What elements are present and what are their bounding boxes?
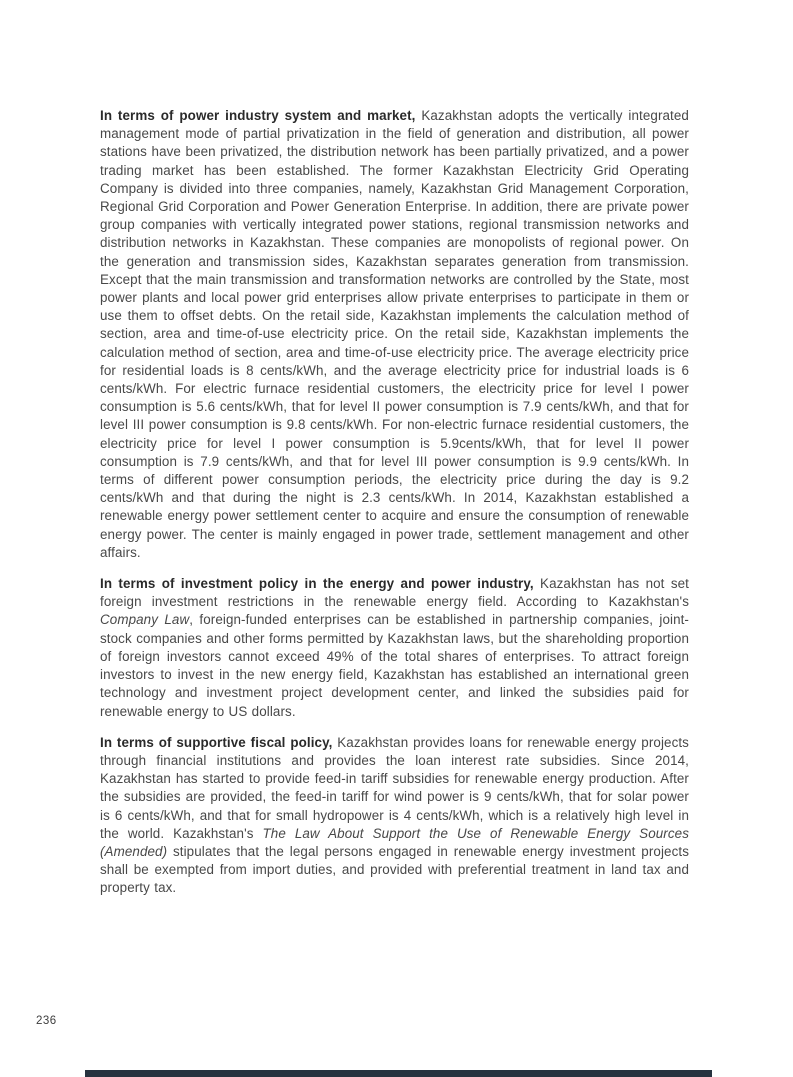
text-run-italic: Company Law	[100, 612, 190, 628]
paragraph-supportive-fiscal-policy	[100, 734, 689, 898]
paragraph-power-industry-system	[100, 107, 689, 562]
text-run-italic: The Law About Support the Use of Renewable Energy Sources (Amended)	[100, 825, 689, 859]
text-run-regular: Kazakhstan provides loans for renewable energy projects through financial institutions and provides the loan interest rate subsidies. Since 2014, Kazakhstan has started to provide feed-in tariff subsidies for renewable energy production. After the subsidies are provided, the feed-in tariff for wind power is 9 cents/kWh, that for solar power is 6 cents/kWh, and that for small hydropower is 4 cents/kWh, which is a relatively high level in the world. Kazakhstan's	[100, 734, 689, 841]
text-run-regular: Kazakhstan adopts the vertically integrated management mode of partial privatization in the field of generation and distribution, all power stations have been privatized, the distribution network has been partially privatized, and a power trading market has been established. The former Kazakhstan Electricity Grid Operating Company is divided into three companies, namely, Kazakhstan Grid Management Corporation, Regional Grid Corporation and Power Generation Enterprise. In addition, there are private power group companies with vertically integrated power stations, regional transmission networks and distribution networks in Kazakhstan. These companies are monopolists of regional power. On the generation and transmission sides, Kazakhstan separates generation from transmission. Except that the main transmission and transformation networks are controlled by the State, most power plants and local power grid enterprises allow private enterprises to participate in them or use them to offset debts. On the retail side, Kazakhstan implements the calculation method of section, area and time-of-use electricity price. On the retail side, Kazakhstan implements the calculation method of section, area and time-of-use electricity price. The average electricity price for residential loads is 8 cents/kWh, and the average electricity price for industrial loads is 6 cents/kWh. For electric furnace residential customers, the electricity price for level I power consumption is 5.6 cents/kWh, that for level II power consumption is 7.9 cents/kWh, and that for level III power consumption is 9.8 cents/kWh. For non-electric furnace residential customers, the electricity price for level I power consumption is 5.9cents/kWh, that for level II power consumption is 7.9 cents/kWh, and that for level III power consumption is 9.9 cents/kWh. In terms of different power consumption periods, the electricity price during the day is 9.2 cents/kWh and that during the night is 2.3 cents/kWh. In 2014, Kazakhstan established a renewable energy power settlement center to acquire and ensure the consumption of renewable energy power. The center is mainly engaged in power trade, settlement management and other affairs.	[100, 108, 689, 560]
footer-bar	[85, 1070, 712, 1077]
paragraph-investment-policy	[100, 575, 689, 721]
text-run-bold: In terms of supportive fiscal policy,	[100, 734, 333, 750]
text-run-regular: stipulates that the legal persons engaged in renewable energy investment projects shall be exempted from import duties, and provided with preferential treatment in land tax and property tax.	[100, 843, 689, 896]
text-run-regular: Kazakhstan has not set foreign investment restrictions in the renewable energy field. According to Kazakhstan's	[100, 576, 689, 610]
text-run-bold: In terms of investment policy in the energy and power industry,	[100, 576, 534, 592]
text-run-bold: In terms of power industry system and market,	[100, 108, 416, 123]
page-number: 236	[36, 1015, 57, 1027]
body-text	[100, 107, 689, 911]
text-run-regular: , foreign-funded enterprises can be established in partnership companies, joint-stock companies and other forms permitted by Kazakhstan laws, but the shareholding proportion of foreign investors cannot exceed 49% of the total shares of enterprises. To attract foreign investors to invest in the new energy field, Kazakhstan has established an international green technology and investment project development center, and linked the subsidies paid for renewable energy to US dollars.	[100, 612, 689, 719]
